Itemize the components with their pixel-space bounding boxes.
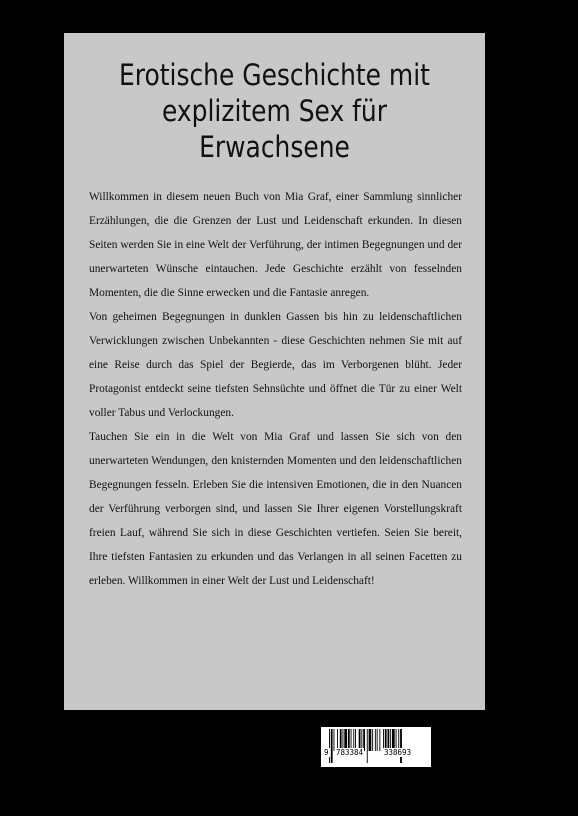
barcode-group-2: 338693 (384, 748, 412, 757)
blurb-paragraph-2: Von geheimen Begegnungen in dunklen Gassen bis hin zu leidenschaftlichen Verwicklungen zwischen Unbekannten - diese Geschichten nehmen Sie mit auf eine Reise durch das Spiel der Begierde, das im Verborgenen blüht. Jeder Protagonist entdeckt seine tiefsten Sehnsüchte und öffnet die Tür zu einer Welt voller Tabus und Verlockungen. (89, 311, 462, 419)
book-title (93, 57, 455, 165)
isbn-barcode (321, 727, 431, 767)
barcode-group-1: 783384 (336, 748, 364, 757)
blurb-paragraph-1: Willkommen in diesem neuen Buch von Mia Graf, einer Sammlung sinnlicher Erzählungen, die die Grenzen der Lust und Leidenschaft erkunden. In diesen Seiten werden Sie in eine Welt der Verführung, der intimen Begegnungen und der unerwarteten Wünsche eintauchen. Jede Geschichte erzählt von fesselnden Momenten, die die Sinne erwecken und die Fantasie anregen. (89, 191, 462, 299)
back-cover-panel (64, 33, 485, 710)
title-line-2: explizitem Sex für (162, 94, 387, 128)
blurb (89, 185, 462, 593)
barcode-numbers (321, 748, 431, 762)
barcode-lead-digit: 9 (324, 748, 329, 757)
blurb-paragraph-3: Tauchen Sie ein in die Welt von Mia Graf und lassen Sie sich von den unerwarteten Wendungen, den knisternden Momenten und den leidenschaftlichen Begegnungen fesseln. Erleben Sie die intensiven Emotionen, die in den Nuancen der Verführung verborgen sind, und lassen Sie Ihrer eigenen Vorstellungskraft freien Lauf, während Sie sich in diese Geschichten vertiefen. Seien Sie bereit, Ihre tiefsten Fantasien zu erkunden und das Verlangen in all seinen Facetten zu erleben. Willkommen in einer Welt der Lust und Leidenschaft! (89, 431, 462, 587)
title-line-3: Erwachsene (199, 130, 350, 164)
title-line-1: Erotische Geschichte mit (119, 58, 430, 92)
